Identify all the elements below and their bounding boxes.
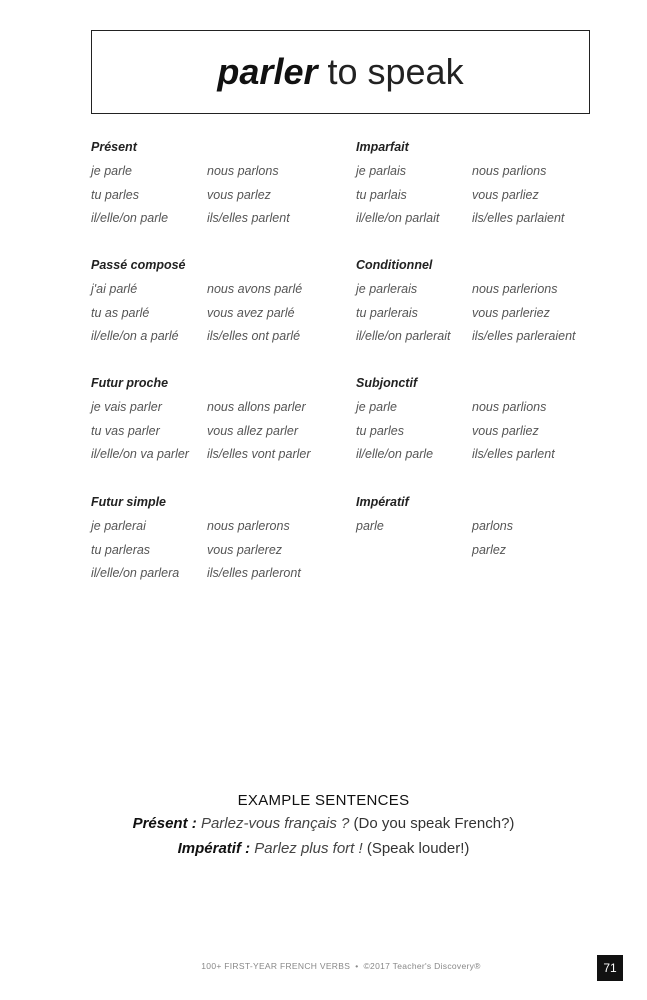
conjugation-plural: vous parlez (207, 187, 271, 202)
conjugation-row (91, 163, 341, 187)
conjugation-row (356, 399, 606, 423)
conjugation-singular: tu parlerais (356, 305, 418, 320)
conjugation-plural: vous parliez (472, 423, 539, 438)
conjugation-row (91, 565, 341, 589)
conjugation-singular: tu as parlé (91, 305, 150, 320)
footer-copyright: ©2017 Teacher's Discovery® (363, 961, 481, 971)
tense-name: Imparfait (356, 140, 409, 154)
conjugation-row (91, 446, 341, 470)
conjugation-singular: il/elle/on parle (356, 447, 434, 462)
conjugation-plural: vous parlerez (207, 542, 283, 557)
tense-block-passe-compose (91, 257, 341, 352)
footer (0, 961, 647, 971)
conjugation-plural: ils/elles vont parler (207, 447, 311, 462)
footer-separator: • (355, 961, 359, 971)
conjugation-row (356, 210, 606, 234)
conjugation-singular: il/elle/on parlera (91, 566, 180, 581)
tense-name: Futur proche (91, 376, 169, 390)
conjugation-plural: nous parlerions (472, 282, 558, 296)
title-verb: parler (217, 51, 318, 92)
tense-name: Présent (91, 140, 137, 154)
conjugation-plural: nous avons parlé (207, 282, 303, 296)
conjugation-singular (356, 542, 472, 566)
conjugation-singular: parle (356, 519, 384, 533)
conjugation-plural: ils/elles parleront (207, 566, 301, 581)
conjugation-row (91, 542, 341, 566)
conjugation-plural: nous allons parler (207, 400, 306, 414)
title-meaning: to speak (327, 51, 464, 92)
conjugation-row (91, 518, 341, 542)
tense-block-subjonctif (356, 375, 606, 470)
conjugation-row (91, 328, 341, 352)
conjugation-plural: parlons (472, 519, 513, 533)
tense-block-futur-simple (91, 494, 341, 589)
conjugation-row (91, 305, 341, 329)
conjugation-singular: il/elle/on parle (91, 211, 169, 226)
conjugation-singular: il/elle/on parlerait (356, 329, 451, 344)
tense-name: Subjonctif (356, 376, 418, 390)
conjugation-row (91, 399, 341, 423)
conjugation-singular: je parlerais (356, 282, 418, 296)
conjugation-plural: nous parlions (472, 400, 547, 414)
conjugation-row (356, 446, 606, 470)
tense-name: Futur simple (91, 495, 167, 509)
conjugation-singular: il/elle/on va parler (91, 447, 189, 462)
conjugation-row (356, 423, 606, 447)
conjugation-row (356, 305, 606, 329)
example-line (0, 840, 647, 857)
tense-block-imparfait (356, 139, 606, 234)
conjugation-plural: nous parlions (472, 164, 547, 178)
conjugation-plural: ils/elles parleraient (472, 329, 576, 344)
conjugation-plural: nous parlerons (207, 519, 290, 533)
conjugation-singular: je parle (91, 164, 132, 178)
conjugation-singular: tu vas parler (91, 423, 160, 438)
tense-name: Conditionnel (356, 258, 433, 272)
conjugation-row (356, 542, 606, 566)
conjugation-plural: ils/elles parlent (207, 211, 290, 226)
footer-book-title: 100+ FIRST-YEAR FRENCH VERBS (201, 961, 351, 971)
conjugation-plural: nous parlons (207, 164, 279, 178)
conjugation-singular: tu parlais (356, 187, 407, 202)
example-french: Parlez plus fort ! (254, 840, 363, 857)
tense-name: Impératif (356, 495, 409, 509)
conjugation-plural: ils/elles parlent (472, 447, 555, 462)
conjugation-singular: je parle (356, 400, 397, 414)
conjugation-singular: je parlais (356, 164, 407, 178)
conjugation-singular: tu parles (356, 423, 404, 438)
example-french: Parlez-vous français ? (200, 815, 350, 832)
tense-block-conditionnel (356, 257, 606, 352)
conjugation-singular: je parlerai (91, 519, 146, 533)
example-tense: Impératif : (177, 840, 251, 857)
conjugation-plural: vous allez parler (207, 423, 299, 438)
page-number: 71 (597, 955, 623, 981)
example-line (0, 815, 647, 832)
conjugation-plural: vous parliez (472, 187, 539, 202)
conjugation-row (91, 423, 341, 447)
example-english: (Do you speak French?) (353, 815, 515, 832)
tense-name: Passé composé (91, 258, 186, 272)
conjugation-singular: il/elle/on a parlé (91, 329, 179, 344)
example-sentences (0, 792, 647, 865)
conjugation-plural: ils/elles ont parlé (207, 329, 301, 344)
tense-block-imperatif (356, 494, 606, 565)
examples-heading: EXAMPLE SENTENCES (237, 792, 410, 809)
title-box (91, 30, 590, 114)
conjugation-row (91, 281, 341, 305)
conjugation-row (356, 187, 606, 211)
conjugation-plural: parlez (472, 542, 507, 557)
conjugation-row (91, 210, 341, 234)
conjugation-plural: ils/elles parlaient (472, 211, 565, 226)
conjugation-singular: tu parles (91, 187, 139, 202)
conjugation-plural: vous parleriez (472, 305, 550, 320)
conjugation-row (356, 518, 606, 542)
conjugation-row (356, 163, 606, 187)
conjugation-singular: j'ai parlé (91, 282, 138, 296)
conjugation-singular: tu parleras (91, 542, 151, 557)
tense-block-futur-proche (91, 375, 341, 470)
conjugation-singular: je vais parler (91, 400, 162, 414)
example-english: (Speak louder!) (366, 840, 470, 857)
conjugation-plural: vous avez parlé (207, 305, 295, 320)
conjugation-row (356, 281, 606, 305)
conjugation-row (356, 328, 606, 352)
example-tense: Présent : (132, 815, 197, 832)
tense-block-present (91, 139, 341, 234)
conjugation-singular: il/elle/on parlait (356, 211, 440, 226)
conjugation-row (91, 187, 341, 211)
